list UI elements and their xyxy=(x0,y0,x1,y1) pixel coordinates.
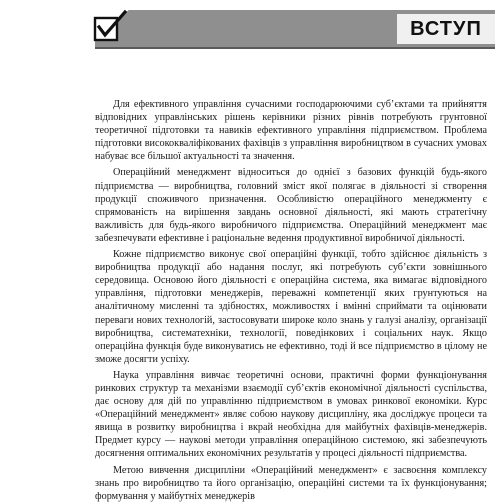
paragraph: Наука управління вивчає теоретичні основи, практичні форми функціонування ринкових структур та механізми взаємодії суб’єктів економічної діяльності суспільства, дає основу для дій по управлінню підприємством в умовах ринкової економіки. Курс «Операційний менеджмент» являє собою наукову дисципліну, яка досліджує процеси та явища в розвитку виробництва і вкрай необхідна для майбутніх фахівців-менеджерів. Предмет курсу — наукові методи управління операційною системою, які забезпечують досягнення оптимальних економічних результатів у процесі діяльності підприємства. xyxy=(95,369,487,460)
checkbox-check-icon xyxy=(87,8,131,48)
intro-text xyxy=(95,98,487,503)
header-divider xyxy=(95,47,495,49)
paragraph: Метою вивчення дисципліни «Операційний менеджмент» є засвоєння комплексу знань про виробництво та його організацію, операційні системи та їх функціонування; формування у майбутніх менеджерів xyxy=(95,464,487,502)
paragraph: Операційний менеджмент відноситься до однієї з базових функцій будь-якого підприємства — виробництва, головний зміст якої полягає в діяльності зі створення продукції споживчого призначення. Особливістю операційного менеджменту є спрямованість на вирішення завдань основної діяльності, які мають стратегічну важливість для будь-якого виробничого підприємства. Операційний менеджмент має забезпечувати ефективне і раціональне ведення продуктивної виробничої діяльності. xyxy=(95,167,487,244)
paragraph: Для ефективного управління сучасними господарюючими суб’єктами та прийняття відповідних управлінських рішень керівники різних рівнів потребують грунтовної теоретичної підготовки та навиків ефективного управління підприємством. Проблема підготовки висококваліфікованих фахівців з управління виробництвом в сучасних умовах набуває все більшої актуальності та значення. xyxy=(95,99,487,163)
paragraph: Кожне підприємство виконує свої операційні функції, тобто здійснює діяльність з виробництва продукції або надання послуг, які потребують суб’єкти зовнішнього середовища. Основою його діяльності є операційна система, яка вимагає відповідного управління, підготовки менеджерів, переважні компетенції яких грунтуються на аналітичному мисленні та здібностях, можливостях і вмінні сприймати та оцінювати переваги нових технологій, застосовувати широке коло знань у галузі аналізу, організації виробництва, систематехніки, технології, поведінкових і соціальних наук. Якщо операційна функція буде виконуватись не ефективно, тоді й все підприємство в цілому не зможе досягти успіху. xyxy=(95,249,487,365)
section-title-box xyxy=(397,14,495,44)
page-title: ВСТУП xyxy=(410,17,482,40)
